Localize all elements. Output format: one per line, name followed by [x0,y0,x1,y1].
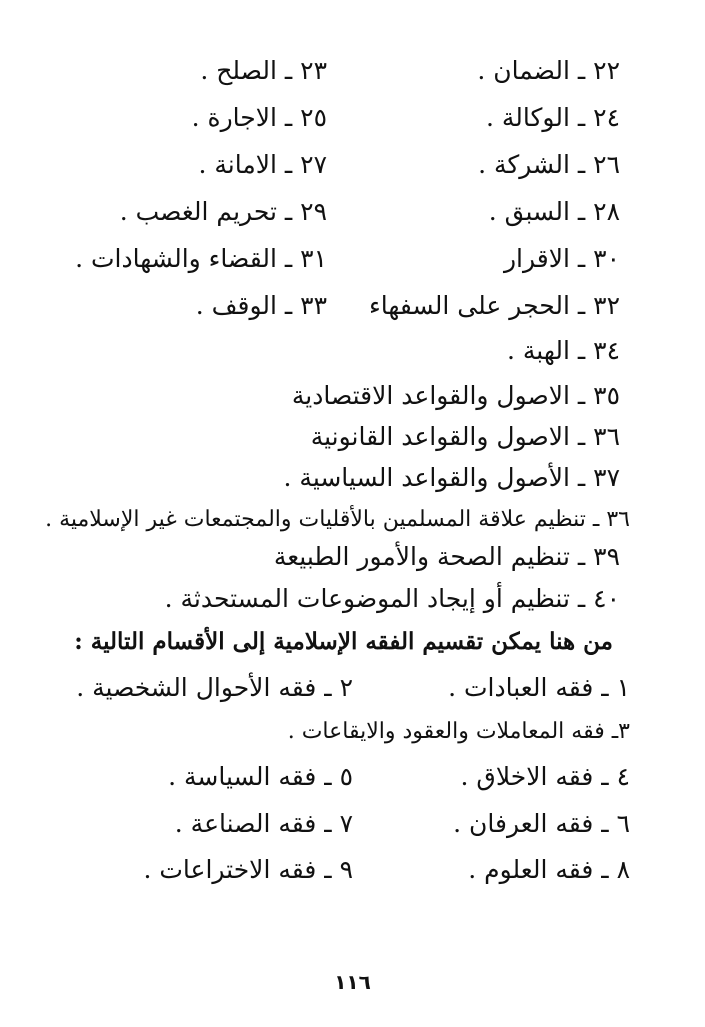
list-item: ٢٥ ـ الاجارة . [191,103,327,132]
division-item: ٢ ـ فقه الأحوال الشخصية . [76,673,353,702]
division-item: ٤ ـ فقه الاخلاق . [460,762,630,791]
division-item: ٣ـ فقه المعاملات والعقود والايقاعات . [287,719,630,744]
section-heading: من هنا يمكن تقسيم الفقه الإسلامية إلى الأقسام التالية : [74,628,613,655]
page-number: ١١٦ [334,970,371,994]
division-item: ٨ ـ فقه العلوم . [468,855,630,884]
list-item: ٤٠ ـ تنظيم أو إيجاد الموضوعات المستحدثة . [164,584,620,613]
list-item: ٣٠ ـ الاقرار [503,244,620,273]
list-item: ٢٤ ـ الوكالة . [486,103,620,132]
list-item: ٣٦ ـ الاصول والقواعد القانونية [310,422,620,451]
division-item: ١ ـ فقه العبادات . [448,673,630,702]
list-item: ٢٦ ـ الشركة . [478,150,620,179]
list-item: ٣٦ ـ تنظيم علاقة المسلمين بالأقليات والمجتمعات غير الإسلامية . [45,507,630,532]
list-item: ٢٢ ـ الضمان . [477,56,620,85]
list-item: ٣٣ ـ الوقف . [195,291,327,320]
division-item: ٥ ـ فقه السياسة . [168,762,353,791]
list-item: ٢٣ ـ الصلح . [200,56,327,85]
list-item: ٣٧ ـ الأصول والقواعد السياسية . [283,463,620,492]
list-item: ٢٨ ـ السبق . [488,197,620,226]
list-item: ٣٩ ـ تنظيم الصحة والأمور الطبيعة [273,542,620,571]
list-item: ٣٤ ـ الهبة . [506,336,620,365]
list-item: ٣١ ـ القضاء والشهادات . [75,244,327,273]
division-item: ٦ ـ فقه العرفان . [453,809,630,838]
list-item: ٣٢ ـ الحجر على السفهاء [368,291,620,320]
list-item: ٢٧ ـ الامانة . [198,150,327,179]
division-item: ٩ ـ فقه الاختراعات . [143,855,353,884]
list-item: ٢٩ ـ تحريم الغصب . [119,197,327,226]
division-item: ٧ ـ فقه الصناعة . [174,809,353,838]
list-item: ٣٥ ـ الاصول والقواعد الاقتصادية [291,381,620,410]
